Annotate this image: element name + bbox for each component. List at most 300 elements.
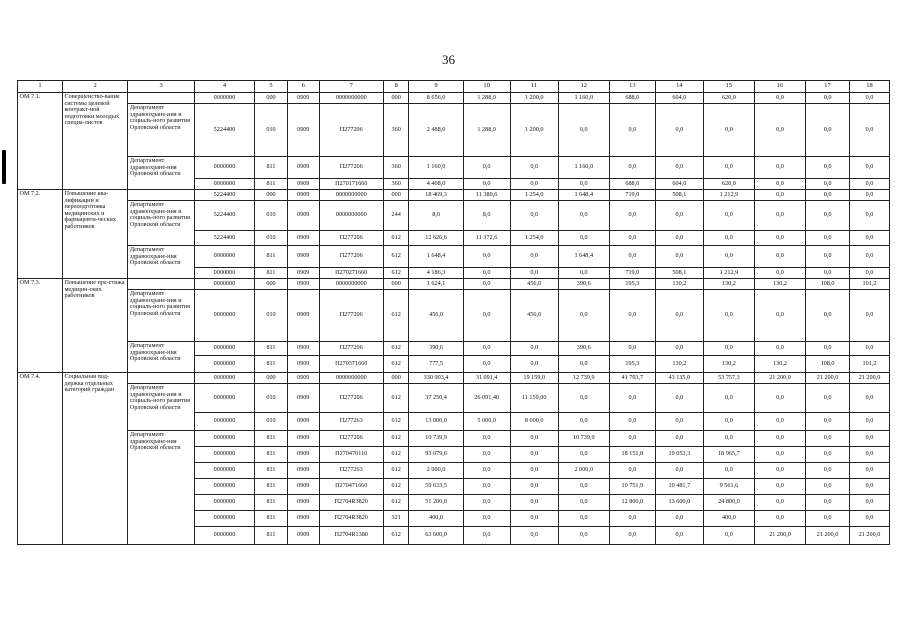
value-cell-col8: 612 xyxy=(383,342,409,356)
value-cell-col10: 11 372,6 xyxy=(463,231,510,246)
value-cell-col16: 0,0 xyxy=(754,157,805,179)
table-row xyxy=(18,201,890,231)
value-cell-col10: 5 000,0 xyxy=(463,413,510,431)
value-cell-col7: П2704R3820 xyxy=(319,495,383,511)
value-cell-col17: 0,0 xyxy=(806,268,850,279)
value-cell-col13: 719,0 xyxy=(609,190,655,201)
value-cell-col16: 0,0 xyxy=(754,342,805,356)
value-cell-col13: 0,0 xyxy=(609,290,655,342)
value-cell-col14: 130,2 xyxy=(655,356,703,373)
value-cell-col11: 456,0 xyxy=(510,279,558,290)
value-cell-col16: 21 200,0 xyxy=(754,527,805,545)
value-cell-col6: 0909 xyxy=(287,431,319,447)
value-cell-col16: 0,0 xyxy=(754,479,805,495)
value-cell-col7: П270371660 xyxy=(319,356,383,373)
value-cell-col10: 0,0 xyxy=(463,447,510,463)
value-cell-col16: 0,0 xyxy=(754,511,805,527)
value-cell-col15: 9 561,6 xyxy=(703,479,754,495)
header-cell-1: 1 xyxy=(18,81,63,93)
value-cell-col16: 0,0 xyxy=(754,463,805,479)
value-cell-col12: 0,0 xyxy=(558,511,609,527)
value-cell-col10: 11 380,6 xyxy=(463,190,510,201)
value-cell-col18: 0,0 xyxy=(850,231,890,246)
value-cell-col6: 0909 xyxy=(287,384,319,413)
value-cell-col8: 612 xyxy=(383,463,409,479)
value-cell-col15: 0,0 xyxy=(703,104,754,157)
executor-cell: Департамент здравоохране-ния Орловской области xyxy=(128,431,194,545)
value-cell-col16: 0,0 xyxy=(754,190,805,201)
header-cell-9: 9 xyxy=(409,81,463,93)
value-cell-col15: 400,0 xyxy=(703,511,754,527)
value-cell-col15: 18 965,7 xyxy=(703,447,754,463)
value-cell-col17: 0,0 xyxy=(806,413,850,431)
value-cell-col18: 0,0 xyxy=(850,246,890,268)
value-cell-col7: П277206 xyxy=(319,104,383,157)
value-cell-col6: 0909 xyxy=(287,511,319,527)
header-cell-6: 6 xyxy=(287,81,319,93)
value-cell-col5: 811 xyxy=(255,342,288,356)
value-cell-col12: 0,0 xyxy=(558,179,609,190)
value-cell-col18: 0,0 xyxy=(850,268,890,279)
value-cell-col11: 0,0 xyxy=(510,431,558,447)
value-cell-col5: 811 xyxy=(255,179,288,190)
value-cell-col11: 0,0 xyxy=(510,268,558,279)
value-cell-col18: 0,0 xyxy=(850,104,890,157)
value-cell-col12: 1 648,4 xyxy=(558,246,609,268)
value-cell-col13: 10 751,9 xyxy=(609,479,655,495)
value-cell-col16: 0,0 xyxy=(754,413,805,431)
value-cell-col9: 93 079,6 xyxy=(409,447,463,463)
value-cell-col7: П277206 xyxy=(319,290,383,342)
value-cell-col5: 010 xyxy=(255,104,288,157)
value-cell-col16: 0,0 xyxy=(754,231,805,246)
header-cell-7: 7 xyxy=(319,81,383,93)
value-cell-col9: 1 160,0 xyxy=(409,157,463,179)
value-cell-col6: 0909 xyxy=(287,246,319,268)
value-cell-col12: 0,0 xyxy=(558,268,609,279)
value-cell-col7: П270470110 xyxy=(319,447,383,463)
value-cell-col13: 0,0 xyxy=(609,231,655,246)
executor-cell: Департамент здравоохране-ния Орловской области xyxy=(128,342,194,373)
header-cell-5: 5 xyxy=(255,81,288,93)
page-number: 36 xyxy=(442,52,455,67)
value-cell-col17: 0,0 xyxy=(806,495,850,511)
value-cell-col11: 1 254,0 xyxy=(510,190,558,201)
value-cell-col13: 0,0 xyxy=(609,431,655,447)
value-cell-col14: 0,0 xyxy=(655,527,703,545)
value-cell-col4: 0000000 xyxy=(194,463,254,479)
value-cell-col17: 0,0 xyxy=(806,201,850,231)
measure-name: Повышение ква-лификации и переподготовка медицинских и фармацевти-ческих работников xyxy=(62,190,127,279)
value-cell-col13: 688,0 xyxy=(609,93,655,104)
value-cell-col10: 0,0 xyxy=(463,157,510,179)
value-cell-col11: 0,0 xyxy=(510,342,558,356)
value-cell-col11: 0,0 xyxy=(510,479,558,495)
value-cell-col15: 620,0 xyxy=(703,179,754,190)
value-cell-col10: 0,0 xyxy=(463,342,510,356)
value-cell-col16: 0,0 xyxy=(754,93,805,104)
value-cell-col5: 010 xyxy=(255,290,288,342)
value-cell-col12: 10 739,9 xyxy=(558,431,609,447)
value-cell-col4: 5224400 xyxy=(194,201,254,231)
value-cell-col8: 000 xyxy=(383,373,409,384)
value-cell-col17: 0,0 xyxy=(806,431,850,447)
value-cell-col8: 244 xyxy=(383,201,409,231)
value-cell-col4: 0000000 xyxy=(194,373,254,384)
value-cell-col7: П277206 xyxy=(319,231,383,246)
value-cell-col4: 0000000 xyxy=(194,479,254,495)
value-cell-col12: 0,0 xyxy=(558,447,609,463)
table-row xyxy=(18,373,890,384)
value-cell-col9: 63 600,0 xyxy=(409,527,463,545)
value-cell-col4: 0000000 xyxy=(194,431,254,447)
value-cell-col15: 620,0 xyxy=(703,93,754,104)
value-cell-col10: 0,0 xyxy=(463,495,510,511)
value-cell-col16: 130,2 xyxy=(754,279,805,290)
measure-code: ОМ 7.2. xyxy=(18,190,63,279)
value-cell-col9: 456,0 xyxy=(409,290,463,342)
value-cell-col7: П277206 xyxy=(319,342,383,356)
value-cell-col9: 8,0 xyxy=(409,201,463,231)
value-cell-col4: 0000000 xyxy=(194,246,254,268)
value-cell-col18: 0,0 xyxy=(850,342,890,356)
header-cell-14: 14 xyxy=(655,81,703,93)
value-cell-col6: 0909 xyxy=(287,190,319,201)
value-cell-col14: 508,1 xyxy=(655,190,703,201)
value-cell-col16: 0,0 xyxy=(754,447,805,463)
value-cell-col17: 0,0 xyxy=(806,290,850,342)
value-cell-col9: 330 903,4 xyxy=(409,373,463,384)
value-cell-col17: 0,0 xyxy=(806,342,850,356)
value-cell-col7: П277263 xyxy=(319,413,383,431)
value-cell-col4: 0000000 xyxy=(194,384,254,413)
header-cell-8: 8 xyxy=(383,81,409,93)
value-cell-col18: 0,0 xyxy=(850,479,890,495)
value-cell-col4: 0000000 xyxy=(194,527,254,545)
value-cell-col16: 0,0 xyxy=(754,268,805,279)
value-cell-col14: 508,1 xyxy=(655,268,703,279)
value-cell-col15: 1 212,9 xyxy=(703,190,754,201)
value-cell-col14: 130,2 xyxy=(655,279,703,290)
value-cell-col4: 0000000 xyxy=(194,413,254,431)
value-cell-col4: 0000000 xyxy=(194,179,254,190)
value-cell-col5: 010 xyxy=(255,231,288,246)
value-cell-col17: 108,0 xyxy=(806,279,850,290)
value-cell-col10: 1 288,0 xyxy=(463,104,510,157)
value-cell-col5: 811 xyxy=(255,356,288,373)
value-cell-col9: 51 200,0 xyxy=(409,495,463,511)
value-cell-col9: 8 656,0 xyxy=(409,93,463,104)
value-cell-col13: 12 800,0 xyxy=(609,495,655,511)
value-cell-col5: 000 xyxy=(255,279,288,290)
value-cell-col14: 13 600,0 xyxy=(655,495,703,511)
value-cell-col12: 390,6 xyxy=(558,279,609,290)
value-cell-col16: 0,0 xyxy=(754,201,805,231)
header-cell-17: 17 xyxy=(806,81,850,93)
value-cell-col14: 604,0 xyxy=(655,179,703,190)
value-cell-col16: 0,0 xyxy=(754,384,805,413)
value-cell-col17: 21 200,0 xyxy=(806,527,850,545)
value-cell-col10: 0,0 xyxy=(463,268,510,279)
value-cell-col9: 4 408,0 xyxy=(409,179,463,190)
value-cell-col6: 0909 xyxy=(287,356,319,373)
value-cell-col11: 0,0 xyxy=(510,201,558,231)
header-cell-4: 4 xyxy=(194,81,254,93)
value-cell-col12: 390,6 xyxy=(558,342,609,356)
value-cell-col12: 0,0 xyxy=(558,384,609,413)
value-cell-col8: 000 xyxy=(383,279,409,290)
value-cell-col17: 0,0 xyxy=(806,511,850,527)
value-cell-col5: 811 xyxy=(255,157,288,179)
value-cell-col15: 24 800,0 xyxy=(703,495,754,511)
header-cell-13: 13 xyxy=(609,81,655,93)
value-cell-col6: 0909 xyxy=(287,495,319,511)
value-cell-col5: 000 xyxy=(255,373,288,384)
value-cell-col8: 612 xyxy=(383,527,409,545)
value-cell-col5: 811 xyxy=(255,479,288,495)
value-cell-col7: П2704R3820 xyxy=(319,511,383,527)
value-cell-col15: 0,0 xyxy=(703,246,754,268)
executor-cell: Департамент здравоохране-ния и социаль-ного развития Орловской области xyxy=(128,104,194,157)
executor-cell xyxy=(128,279,194,290)
value-cell-col14: 0,0 xyxy=(655,246,703,268)
value-cell-col4: 0000000 xyxy=(194,157,254,179)
value-cell-col8: 000 xyxy=(383,93,409,104)
header-cell-15: 15 xyxy=(703,81,754,93)
executor-cell xyxy=(128,190,194,201)
value-cell-col15: 130,2 xyxy=(703,279,754,290)
value-cell-col4: 5224400 xyxy=(194,190,254,201)
executor-cell xyxy=(128,373,194,384)
value-cell-col16: 130,2 xyxy=(754,356,805,373)
value-cell-col6: 0909 xyxy=(287,268,319,279)
value-cell-col11: 0,0 xyxy=(510,179,558,190)
value-cell-col9: 59 633,5 xyxy=(409,479,463,495)
measure-code: ОМ 7.1. xyxy=(18,93,63,190)
value-cell-col12: 0,0 xyxy=(558,356,609,373)
value-cell-col8: 612 xyxy=(383,231,409,246)
value-cell-col15: 0,0 xyxy=(703,231,754,246)
value-cell-col10: 0,0 xyxy=(463,179,510,190)
value-cell-col7: 0000000000 xyxy=(319,190,383,201)
value-cell-col12: 1 160,0 xyxy=(558,93,609,104)
value-cell-col4: 0000000 xyxy=(194,495,254,511)
value-cell-col9: 10 739,9 xyxy=(409,431,463,447)
value-cell-col18: 21 200,0 xyxy=(850,373,890,384)
value-cell-col11: 0,0 xyxy=(510,157,558,179)
value-cell-col17: 0,0 xyxy=(806,104,850,157)
value-cell-col4: 0000000 xyxy=(194,356,254,373)
header-row xyxy=(18,81,890,93)
value-cell-col17: 0,0 xyxy=(806,463,850,479)
value-cell-col14: 43 135,0 xyxy=(655,373,703,384)
value-cell-col18: 0,0 xyxy=(850,384,890,413)
value-cell-col8: 612 xyxy=(383,431,409,447)
value-cell-col13: 195,3 xyxy=(609,279,655,290)
value-cell-col11: 1 200,0 xyxy=(510,93,558,104)
value-cell-col17: 21 200,0 xyxy=(806,373,850,384)
table-row xyxy=(18,384,890,413)
value-cell-col18: 0,0 xyxy=(850,511,890,527)
value-cell-col6: 0909 xyxy=(287,157,319,179)
value-cell-col9: 390,6 xyxy=(409,342,463,356)
value-cell-col13: 41 703,7 xyxy=(609,373,655,384)
value-cell-col8: 612 xyxy=(383,290,409,342)
value-cell-col17: 0,0 xyxy=(806,190,850,201)
value-cell-col12: 0,0 xyxy=(558,201,609,231)
value-cell-col10: 0,0 xyxy=(463,356,510,373)
value-cell-col12: 0,0 xyxy=(558,290,609,342)
value-cell-col10: 0,0 xyxy=(463,527,510,545)
table-row xyxy=(18,342,890,356)
value-cell-col8: 360 xyxy=(383,104,409,157)
value-cell-col9: 12 626,6 xyxy=(409,231,463,246)
value-cell-col15: 0,0 xyxy=(703,342,754,356)
value-cell-col14: 10 481,7 xyxy=(655,479,703,495)
value-cell-col14: 604,0 xyxy=(655,93,703,104)
value-cell-col12: 0,0 xyxy=(558,413,609,431)
value-cell-col8: 000 xyxy=(383,190,409,201)
value-cell-col10: 31 091,4 xyxy=(463,373,510,384)
value-cell-col4: 0000000 xyxy=(194,290,254,342)
header-cell-2: 2 xyxy=(62,81,127,93)
executor-cell: Департамент здравоохране-ния и социаль-ного развития Орловской области xyxy=(128,201,194,246)
value-cell-col13: 0,0 xyxy=(609,413,655,431)
value-cell-col9: 400,0 xyxy=(409,511,463,527)
value-cell-col13: 0,0 xyxy=(609,463,655,479)
value-cell-col7: П277206 xyxy=(319,384,383,413)
value-cell-col8: 612 xyxy=(383,479,409,495)
value-cell-col10: 0,0 xyxy=(463,479,510,495)
value-cell-col15: 0,0 xyxy=(703,463,754,479)
value-cell-col6: 0909 xyxy=(287,447,319,463)
value-cell-col17: 108,0 xyxy=(806,356,850,373)
value-cell-col13: 688,0 xyxy=(609,179,655,190)
value-cell-col16: 0,0 xyxy=(754,179,805,190)
value-cell-col13: 0,0 xyxy=(609,104,655,157)
value-cell-col4: 0000000 xyxy=(194,279,254,290)
value-cell-col6: 0909 xyxy=(287,373,319,384)
value-cell-col14: 19 053,3 xyxy=(655,447,703,463)
value-cell-col8: 612 xyxy=(383,495,409,511)
value-cell-col17: 0,0 xyxy=(806,231,850,246)
value-cell-col16: 0,0 xyxy=(754,246,805,268)
value-cell-col10: 1 288,0 xyxy=(463,93,510,104)
value-cell-col12: 1 648,4 xyxy=(558,190,609,201)
value-cell-col10: 0,0 xyxy=(463,279,510,290)
value-cell-col5: 010 xyxy=(255,413,288,431)
value-cell-col6: 0909 xyxy=(287,231,319,246)
value-cell-col6: 0909 xyxy=(287,201,319,231)
value-cell-col18: 0,0 xyxy=(850,93,890,104)
value-cell-col11: 1 200,0 xyxy=(510,104,558,157)
value-cell-col11: 1 254,0 xyxy=(510,231,558,246)
value-cell-col10: 26 091,40 xyxy=(463,384,510,413)
value-cell-col11: 0,0 xyxy=(510,447,558,463)
value-cell-col15: 0,0 xyxy=(703,413,754,431)
value-cell-col17: 0,0 xyxy=(806,93,850,104)
value-cell-col18: 0,0 xyxy=(850,447,890,463)
value-cell-col5: 811 xyxy=(255,447,288,463)
value-cell-col5: 811 xyxy=(255,463,288,479)
value-cell-col18: 0,0 xyxy=(850,463,890,479)
value-cell-col14: 0,0 xyxy=(655,290,703,342)
table-row xyxy=(18,246,890,268)
measure-code: ОМ 7.4. xyxy=(18,373,63,545)
value-cell-col17: 0,0 xyxy=(806,479,850,495)
value-cell-col15: 0,0 xyxy=(703,431,754,447)
value-cell-col14: 0,0 xyxy=(655,413,703,431)
value-cell-col8: 612 xyxy=(383,356,409,373)
value-cell-col16: 21 200,0 xyxy=(754,373,805,384)
value-cell-col18: 0,0 xyxy=(850,413,890,431)
executor-cell: Департамент здравоохране-ния и социаль-ного развития Орловской области xyxy=(128,384,194,431)
value-cell-col17: 0,0 xyxy=(806,246,850,268)
value-cell-col5: 811 xyxy=(255,246,288,268)
value-cell-col16: 0,0 xyxy=(754,290,805,342)
table-row xyxy=(18,93,890,104)
value-cell-col10: 8,0 xyxy=(463,201,510,231)
value-cell-col17: 0,0 xyxy=(806,157,850,179)
value-cell-col18: 101,2 xyxy=(850,356,890,373)
header-cell-12: 12 xyxy=(558,81,609,93)
value-cell-col14: 0,0 xyxy=(655,511,703,527)
value-cell-col9: 2 488,0 xyxy=(409,104,463,157)
value-cell-col13: 0,0 xyxy=(609,384,655,413)
value-cell-col14: 0,0 xyxy=(655,104,703,157)
value-cell-col4: 0000000 xyxy=(194,93,254,104)
value-cell-col6: 0909 xyxy=(287,290,319,342)
value-cell-col11: 8 000,0 xyxy=(510,413,558,431)
value-cell-col8: 612 xyxy=(383,384,409,413)
value-cell-col12: 1 160,0 xyxy=(558,157,609,179)
value-cell-col16: 0,0 xyxy=(754,431,805,447)
value-cell-col13: 0,0 xyxy=(609,342,655,356)
value-cell-col7: П270471660 xyxy=(319,479,383,495)
measure-code: ОМ 7.3. xyxy=(18,279,63,373)
value-cell-col16: 0,0 xyxy=(754,104,805,157)
value-cell-col7: П270171660 xyxy=(319,179,383,190)
value-cell-col8: 321 xyxy=(383,511,409,527)
value-cell-col9: 1 624,1 xyxy=(409,279,463,290)
value-cell-col7: 0000000000 xyxy=(319,201,383,231)
value-cell-col18: 101,2 xyxy=(850,279,890,290)
value-cell-col5: 010 xyxy=(255,384,288,413)
value-cell-col4: 0000000 xyxy=(194,511,254,527)
value-cell-col9: 13 000,0 xyxy=(409,413,463,431)
value-cell-col9: 1 648,4 xyxy=(409,246,463,268)
value-cell-col12: 0,0 xyxy=(558,104,609,157)
value-cell-col6: 0909 xyxy=(287,479,319,495)
value-cell-col6: 0909 xyxy=(287,93,319,104)
value-cell-col9: 18 469,3 xyxy=(409,190,463,201)
value-cell-col10: 0,0 xyxy=(463,511,510,527)
value-cell-col15: 0,0 xyxy=(703,384,754,413)
table-row xyxy=(18,104,890,157)
value-cell-col8: 612 xyxy=(383,268,409,279)
value-cell-col18: 0,0 xyxy=(850,290,890,342)
value-cell-col18: 0,0 xyxy=(850,157,890,179)
value-cell-col18: 21 200,0 xyxy=(850,527,890,545)
table-row xyxy=(18,190,890,201)
value-cell-col17: 0,0 xyxy=(806,384,850,413)
value-cell-col8: 360 xyxy=(383,179,409,190)
value-cell-col13: 0,0 xyxy=(609,157,655,179)
value-cell-col11: 0,0 xyxy=(510,511,558,527)
table-row xyxy=(18,157,890,179)
value-cell-col7: П2704R1380 xyxy=(319,527,383,545)
executor-cell: Департамент здравоохране-ния Орловской области xyxy=(128,246,194,279)
